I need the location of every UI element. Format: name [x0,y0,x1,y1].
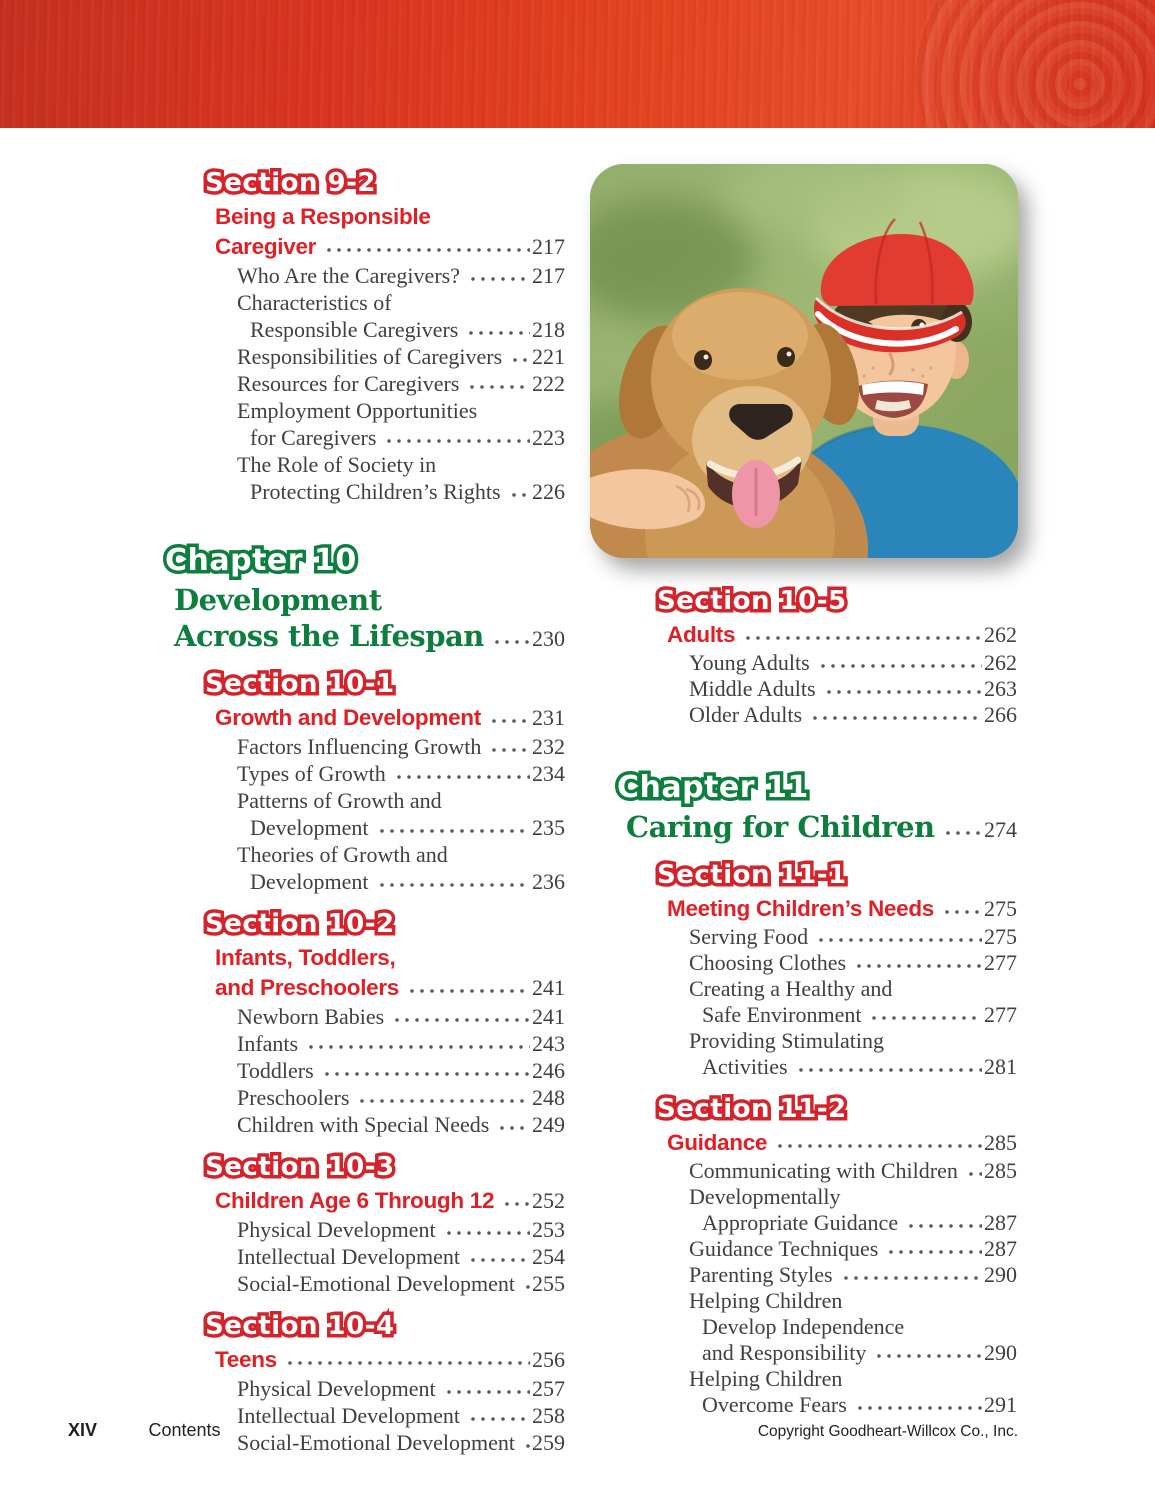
entry-label: Who Are the Caregivers? [237,263,460,288]
section-title-line: Infants, Toddlers, [215,945,396,970]
page-number: 253 [532,1217,565,1242]
dot-leader [466,326,530,337]
toc-entry [237,1375,565,1402]
dot-leader [467,380,530,391]
dot-leader [942,904,982,916]
dot-leader [407,983,530,995]
chapter-10 [165,541,565,657]
chapter-title-line: Development [174,583,382,617]
section-10-1 [165,667,565,895]
dot-leader [444,1226,530,1237]
section-title-row [215,1186,565,1216]
dot-leader [854,959,982,970]
dot-leader [497,1121,530,1132]
section-heading-bubble: Section 10-4 Section 10-4 [205,1309,395,1343]
dot-leader [743,630,982,642]
chapter-11 [617,768,1017,848]
toc-entry [237,760,565,787]
page-number: 254 [532,1244,565,1269]
toc-entry [237,1216,565,1243]
footer-left [68,1420,221,1441]
entry-label: Responsibilities of Caregivers [237,344,503,369]
entry-label: Intellectual Development [237,1244,460,1269]
right-column [617,150,1017,1456]
section-title: Caregiver [215,234,317,259]
page-number: 262 [984,622,1017,647]
dot-leader [306,1040,530,1051]
dot-leader [510,353,530,364]
entry-label: Characteristics of [237,290,392,315]
entry-label: Patterns of Growth and [237,788,442,813]
dot-leader [489,713,530,725]
dot-leader [906,1219,982,1230]
toc-entry [237,1057,565,1084]
toc-entry [689,650,1017,676]
entry-label: Young Adults [689,650,810,675]
entry-label: Choosing Clothes [689,950,847,975]
section-heading-bubble: Section 9-2 Section 9-2 [205,166,376,200]
page-number: 290 [984,1340,1017,1365]
section-title-row [215,1345,565,1375]
page-number: 223 [532,425,565,450]
dot-leader [796,1063,982,1074]
toc-entry [237,262,565,289]
toc-entry [237,370,565,397]
page-number: 281 [984,1054,1017,1079]
section-heading-bubble: Section 11-2 Section 11-2 [657,1092,847,1126]
dot-leader [966,1167,982,1178]
section-title: Meeting Children’s Needs [667,896,935,921]
page-number: 241 [532,975,565,1000]
section-heading-bubble: Section 11-1 Section 11-1 [657,858,847,892]
dot-leader [810,711,982,722]
toc-entry [617,976,1017,1028]
entry-label: Activities [702,1054,788,1079]
page-number: 291 [984,1392,1017,1417]
section-heading-bubble: Section 10-1 Section 10-1 [205,667,395,701]
section-title-row [215,232,565,262]
page-number: 221 [532,344,565,369]
toc-entry [689,924,1017,950]
section-title: Growth and Development [215,705,481,730]
entry-label: Theories of Growth and [237,842,448,867]
dot-leader [322,1067,530,1078]
entry-label: The Role of Society in [237,452,437,477]
entry-label: Middle Adults [689,676,816,701]
page-number: 222 [532,371,565,396]
photo-boy-with-dog [590,164,1018,558]
entry-label: Infants [237,1031,299,1056]
page-number: 232 [532,734,565,759]
entry-label: Intellectual Development [237,1403,460,1428]
page-number: 285 [984,1130,1017,1155]
toc-entry [165,841,565,895]
page-number: 249 [532,1112,565,1137]
page-number: 217 [532,263,565,288]
page-number: 287 [984,1210,1017,1235]
toc-entry [237,343,565,370]
page-number: 266 [984,702,1017,727]
entry-label: Toddlers [237,1058,314,1083]
dot-leader [502,1196,530,1208]
entry-label: Helping Children [689,1288,843,1313]
copyright-notice: Copyright Goodheart-Willcox Co., Inc. [757,1423,1018,1440]
toc-entry [689,702,1017,728]
section-10-3 [165,1150,565,1297]
entry-label: Children with Special Needs [237,1112,490,1137]
page-number: 277 [984,1002,1017,1027]
entry-label: Responsible Caregivers [250,317,459,342]
dot-leader [377,824,530,835]
page-number: 231 [532,705,565,730]
page-number: 252 [532,1188,565,1213]
entry-label: Serving Food [689,924,809,949]
chapter-heading-bubble: Chapter 11 Chapter 11 [617,768,809,808]
entry-label: for Caregivers [250,425,377,450]
dot-leader [285,1355,530,1367]
entry-label: Types of Growth [237,761,386,786]
entry-label: Factors Influencing Growth [237,734,482,759]
dot-leader [384,434,530,445]
page-number: 246 [532,1058,565,1083]
dot-leader [468,1253,530,1264]
dot-leader [489,743,530,754]
section-10-5 [617,584,1017,728]
dot-leader [357,1094,530,1105]
toc-entry [165,289,565,343]
toc-entry [689,676,1017,702]
entry-label: Parenting Styles [689,1262,833,1287]
page-number: 255 [532,1271,565,1296]
toc-entry [237,1030,565,1057]
section-heading-bubble: Section 10-2 Section 10-2 [205,907,395,941]
page-number: 241 [532,1004,565,1029]
entry-label: and Responsibility [702,1340,867,1365]
section-title: and Preschoolers [215,975,400,1000]
section-title-row [215,973,565,1003]
entry-label: Older Adults [689,702,803,727]
page-number: 218 [532,317,565,342]
dot-leader [874,1349,982,1360]
toc-entry [617,1288,1017,1366]
page-number: 263 [984,676,1017,701]
toc-entry [617,1028,1017,1080]
chapter-title: Across the Lifespan [174,619,484,653]
toc-entry [165,397,565,451]
page-number: 275 [984,896,1017,921]
section-title-row [667,1128,1017,1158]
dot-leader [324,242,530,254]
dot-leader [855,1401,982,1412]
entry-label: Newborn Babies [237,1004,385,1029]
dot-leader [394,770,530,781]
toc-entry [689,1236,1017,1262]
entry-label: Protecting Children’s Rights [250,479,501,504]
section-title: Guidance [667,1130,768,1155]
entry-label: Physical Development [237,1376,436,1401]
entry-label: Social-Emotional Development [237,1430,515,1455]
toc-entry [237,1003,565,1030]
page-number: 287 [984,1236,1017,1261]
toc-entry [237,1270,565,1297]
dot-leader [816,933,982,944]
entry-label: Develop Independence [702,1314,905,1339]
section-title-row [667,620,1017,650]
dot-leader [824,685,982,696]
boy-and-dog-illustration [590,164,1018,558]
entry-label: Physical Development [237,1217,436,1242]
entry-label: Overcome Fears [702,1392,847,1417]
toc-columns [165,150,1017,1456]
page-number: 258 [532,1403,565,1428]
toc-entry [617,1366,1017,1418]
entry-label: Providing Stimulating [689,1028,884,1053]
page-footer [68,1420,1018,1441]
section-title-row [667,894,1017,924]
dot-leader [392,1013,530,1024]
entry-label: Social-Emotional Development [237,1271,515,1296]
page-number: 285 [984,1158,1017,1183]
footer-contents-label: Contents [148,1420,221,1440]
page-number: 274 [984,817,1017,842]
dot-leader [377,878,530,889]
section-title: Adults [667,622,736,647]
dot-leader [841,1271,982,1282]
chapter-title-row [174,618,565,657]
page-number: 257 [532,1376,565,1401]
toc-entry [689,1262,1017,1288]
chapter-title-row [626,809,1017,848]
page-number: 256 [532,1347,565,1372]
entry-label: Employment Opportunities [237,398,478,423]
left-column [165,150,565,1456]
section-10-2 [165,907,565,1138]
toc-entry [237,1084,565,1111]
page-number: 290 [984,1262,1017,1287]
toc-entry [689,950,1017,976]
entry-label: Helping Children [689,1366,843,1391]
dot-leader [509,488,530,499]
page-number: 275 [984,924,1017,949]
toc-entry [165,787,565,841]
section-title: Children Age 6 Through 12 [215,1188,495,1213]
page-number: 230 [532,626,565,651]
section-heading-bubble: Section 10-5 Section 10-5 [657,584,847,618]
entry-label: Appropriate Guidance [702,1210,899,1235]
header-band [0,0,1155,128]
page-number: 226 [532,479,565,504]
page-number: 243 [532,1031,565,1056]
dot-leader [886,1245,982,1256]
dot-leader [775,1138,982,1150]
entry-label: Resources for Caregivers [237,371,460,396]
dot-leader [869,1011,982,1022]
section-title-row [215,703,565,733]
section-heading-bubble: Section 10-3 Section 10-3 [205,1150,395,1184]
dot-leader [492,631,530,646]
toc-entry [237,733,565,760]
entry-label: Communicating with Children [689,1158,958,1183]
entry-label: Safe Environment [702,1002,862,1027]
dot-leader [943,822,982,837]
section-title-line: Being a Responsible [215,204,431,229]
entry-label: Preschoolers [237,1085,350,1110]
toc-entry [689,1158,1017,1184]
toc-entry [237,1111,565,1138]
page-number: 235 [532,815,565,840]
page-number: 217 [532,234,565,259]
toc-entry [165,451,565,505]
toc-entry [237,1243,565,1270]
dot-leader [523,1280,530,1291]
section-9-2 [165,166,565,505]
dot-leader [818,659,982,670]
page-number: 277 [984,950,1017,975]
entry-label: Guidance Techniques [689,1236,879,1261]
page-number: 234 [532,761,565,786]
section-11-2 [617,1092,1017,1418]
section-title: Teens [215,1347,277,1372]
dot-leader [468,272,530,283]
page-number: 259 [532,1430,565,1455]
page-number: 236 [532,869,565,894]
page-number: 248 [532,1085,565,1110]
entry-label: Developmentally [689,1184,841,1209]
folio-page-number: XIV [68,1420,98,1440]
dot-leader [444,1385,530,1396]
entry-label: Development [250,869,369,894]
chapter-title: Caring for Children [626,810,935,844]
entry-label: Development [250,815,369,840]
chapter-heading-bubble: Chapter 10 Chapter 10 [165,541,357,581]
toc-entry [617,1184,1017,1236]
section-11-1 [617,858,1017,1080]
entry-label: Creating a Healthy and [689,976,893,1001]
page-number: 262 [984,650,1017,675]
